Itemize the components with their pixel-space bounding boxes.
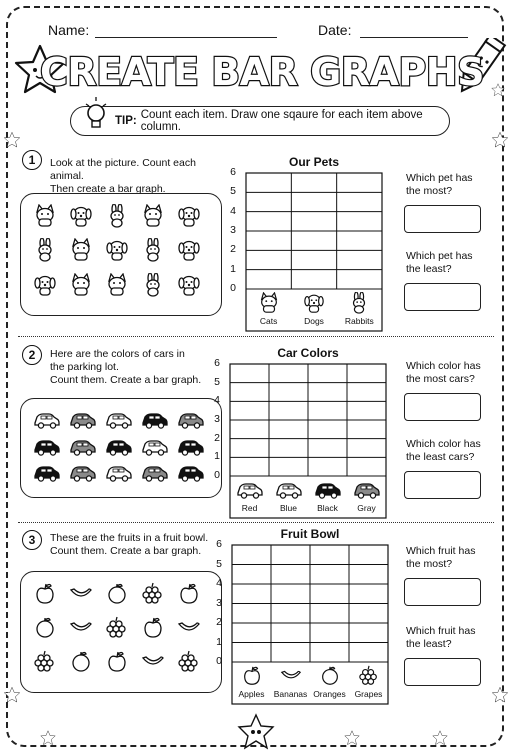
apple-icon <box>177 582 201 606</box>
category-label: Apples <box>238 689 265 699</box>
banana-icon <box>280 665 302 687</box>
gray-car-icon <box>141 462 169 482</box>
rabbit-icon <box>105 204 129 228</box>
picture-box <box>20 193 222 316</box>
question-line: Which fruit has <box>406 545 476 557</box>
cat-icon <box>141 204 165 228</box>
y-tick-label: 5 <box>230 185 236 198</box>
question-text <box>406 438 496 464</box>
y-tick-label: 0 <box>216 655 222 667</box>
cat-icon <box>33 204 57 228</box>
apple-icon <box>241 665 263 687</box>
orange-icon <box>69 650 93 674</box>
dog-icon <box>33 273 57 297</box>
y-tick-label: 4 <box>230 204 236 217</box>
y-tick-label: 2 <box>230 243 236 256</box>
banana-icon <box>141 650 165 674</box>
red-car-icon <box>236 479 264 499</box>
name-label: Name: <box>48 22 90 38</box>
dog-icon <box>105 238 129 262</box>
gray-car-icon <box>177 409 205 429</box>
banana-icon <box>69 616 93 640</box>
y-tick-label: 6 <box>214 357 220 369</box>
answer-box[interactable] <box>404 658 481 686</box>
category-label: Grapes <box>354 689 383 699</box>
answer-box[interactable] <box>404 205 481 233</box>
graph-title: Car Colors <box>277 346 339 360</box>
question-line: Which pet has <box>406 250 473 262</box>
black-car-icon <box>177 462 205 482</box>
section-instructions <box>50 348 230 387</box>
grapes-icon <box>33 650 57 674</box>
black-car-icon <box>314 479 342 499</box>
question-text <box>406 360 496 386</box>
dog-icon <box>177 273 201 297</box>
question-text <box>406 625 496 651</box>
graph-title: Fruit Bowl <box>280 527 340 541</box>
banana-icon <box>177 616 201 640</box>
instruction-line: Here are the colors of cars in <box>50 348 185 360</box>
black-car-icon <box>105 436 133 456</box>
answer-box[interactable] <box>404 578 481 606</box>
grapes-icon <box>141 582 165 606</box>
question-line: the most? <box>406 185 453 197</box>
y-tick-label: 2 <box>214 431 220 444</box>
tip-text: Count each item. Draw one sqaure for each item above column. <box>140 109 423 133</box>
category-label: Blue <box>279 503 297 513</box>
question-line: the most? <box>406 558 453 570</box>
apple-icon <box>141 616 165 640</box>
date-label: Date: <box>318 22 352 38</box>
gray-car-icon <box>353 479 381 499</box>
orange-icon <box>105 582 129 606</box>
section-number: 1 <box>22 150 42 170</box>
question-line: Which color has <box>406 360 481 372</box>
y-tick-label: 0 <box>214 469 220 481</box>
red-car-icon <box>141 436 169 456</box>
y-tick-label: 5 <box>216 557 222 570</box>
lightbulb-icon <box>83 95 109 135</box>
y-tick-label: 1 <box>214 450 220 463</box>
title-area <box>0 38 512 108</box>
gray-car-icon <box>69 462 97 482</box>
apple-icon <box>33 582 57 606</box>
category-label: Gray <box>357 503 376 513</box>
picture-box <box>20 398 222 498</box>
instruction-line: Count them. Create a bar graph. <box>50 545 202 557</box>
apple-icon <box>105 650 129 674</box>
cat-icon <box>258 292 280 314</box>
section-divider <box>18 522 494 523</box>
grapes-icon <box>358 665 380 687</box>
y-tick-label: 5 <box>214 375 220 388</box>
title-graphic <box>0 38 512 108</box>
gray-car-icon <box>69 436 97 456</box>
instruction-line: Then create a bar graph. <box>50 183 166 195</box>
black-car-icon <box>33 462 61 482</box>
section-instructions <box>50 532 230 558</box>
answer-box[interactable] <box>404 393 481 421</box>
category-label: Dogs <box>304 316 324 326</box>
dog-icon <box>177 238 201 262</box>
section-instructions <box>50 157 230 196</box>
section-number: 3 <box>22 530 42 550</box>
category-label: Black <box>317 503 338 513</box>
rabbit-icon <box>348 292 370 314</box>
category-label: Cats <box>259 316 278 326</box>
banana-icon <box>69 582 93 606</box>
y-tick-label: 3 <box>216 596 222 609</box>
question-line: Which pet has <box>406 172 473 184</box>
y-tick-label: 0 <box>230 282 236 294</box>
blue-car-icon <box>275 479 303 499</box>
y-tick-label: 2 <box>216 616 222 628</box>
rabbit-icon <box>33 238 57 262</box>
category-label: Red <box>241 503 258 513</box>
dog-icon <box>303 292 325 314</box>
picture-box <box>20 571 222 693</box>
black-car-icon <box>141 409 169 429</box>
y-tick-label: 4 <box>216 577 222 589</box>
gray-car-icon <box>69 409 97 429</box>
instruction-line: the parking lot. <box>50 361 119 373</box>
instruction-line: Look at the picture. Count each animal. <box>50 157 196 182</box>
orange-icon <box>319 665 341 687</box>
category-label: Bananas <box>273 689 308 699</box>
y-tick-label: 1 <box>230 262 236 275</box>
grapes-icon <box>105 616 129 640</box>
instruction-line: Count them. Create a bar graph. <box>50 374 202 386</box>
dog-icon <box>177 204 201 228</box>
red-car-icon <box>33 409 61 429</box>
orange-icon <box>33 616 57 640</box>
question-line: the least cars? <box>406 451 475 463</box>
section-divider <box>18 336 494 337</box>
question-line: the most cars? <box>406 373 475 385</box>
section-number: 2 <box>22 345 42 365</box>
red-car-icon <box>105 462 133 482</box>
question-line: Which fruit has <box>406 625 476 637</box>
dog-icon <box>69 204 93 228</box>
category-label: Rabbits <box>344 316 374 326</box>
grapes-icon <box>177 650 201 674</box>
answer-box[interactable] <box>404 471 481 499</box>
cat-icon <box>69 238 93 262</box>
category-label: Oranges <box>313 689 346 699</box>
question-line: the least? <box>406 638 452 650</box>
question-text <box>406 545 496 571</box>
instruction-line: These are the fruits in a fruit bowl. <box>50 532 209 544</box>
question-text <box>406 172 496 198</box>
tip-label: TIP: <box>115 115 137 127</box>
tip-box <box>70 106 450 136</box>
y-tick-label: 4 <box>214 394 220 407</box>
y-tick-label: 1 <box>216 635 222 648</box>
cat-icon <box>105 273 129 297</box>
cat-icon <box>69 273 93 297</box>
y-tick-label: 3 <box>230 224 236 236</box>
question-line: Which color has <box>406 438 481 450</box>
y-tick-label: 6 <box>230 166 236 178</box>
red-car-icon <box>105 409 133 429</box>
graph-title: Our Pets <box>288 155 339 169</box>
y-tick-label: 6 <box>216 538 222 550</box>
y-tick-label: 3 <box>214 413 220 425</box>
page-title: CREATE BAR GRAPHS <box>40 50 484 94</box>
answer-box[interactable] <box>404 283 481 311</box>
black-car-icon <box>177 436 205 456</box>
question-text <box>406 250 496 276</box>
question-line: the least? <box>406 263 452 275</box>
black-car-icon <box>33 436 61 456</box>
rabbit-icon <box>141 273 165 297</box>
rabbit-icon <box>141 238 165 262</box>
